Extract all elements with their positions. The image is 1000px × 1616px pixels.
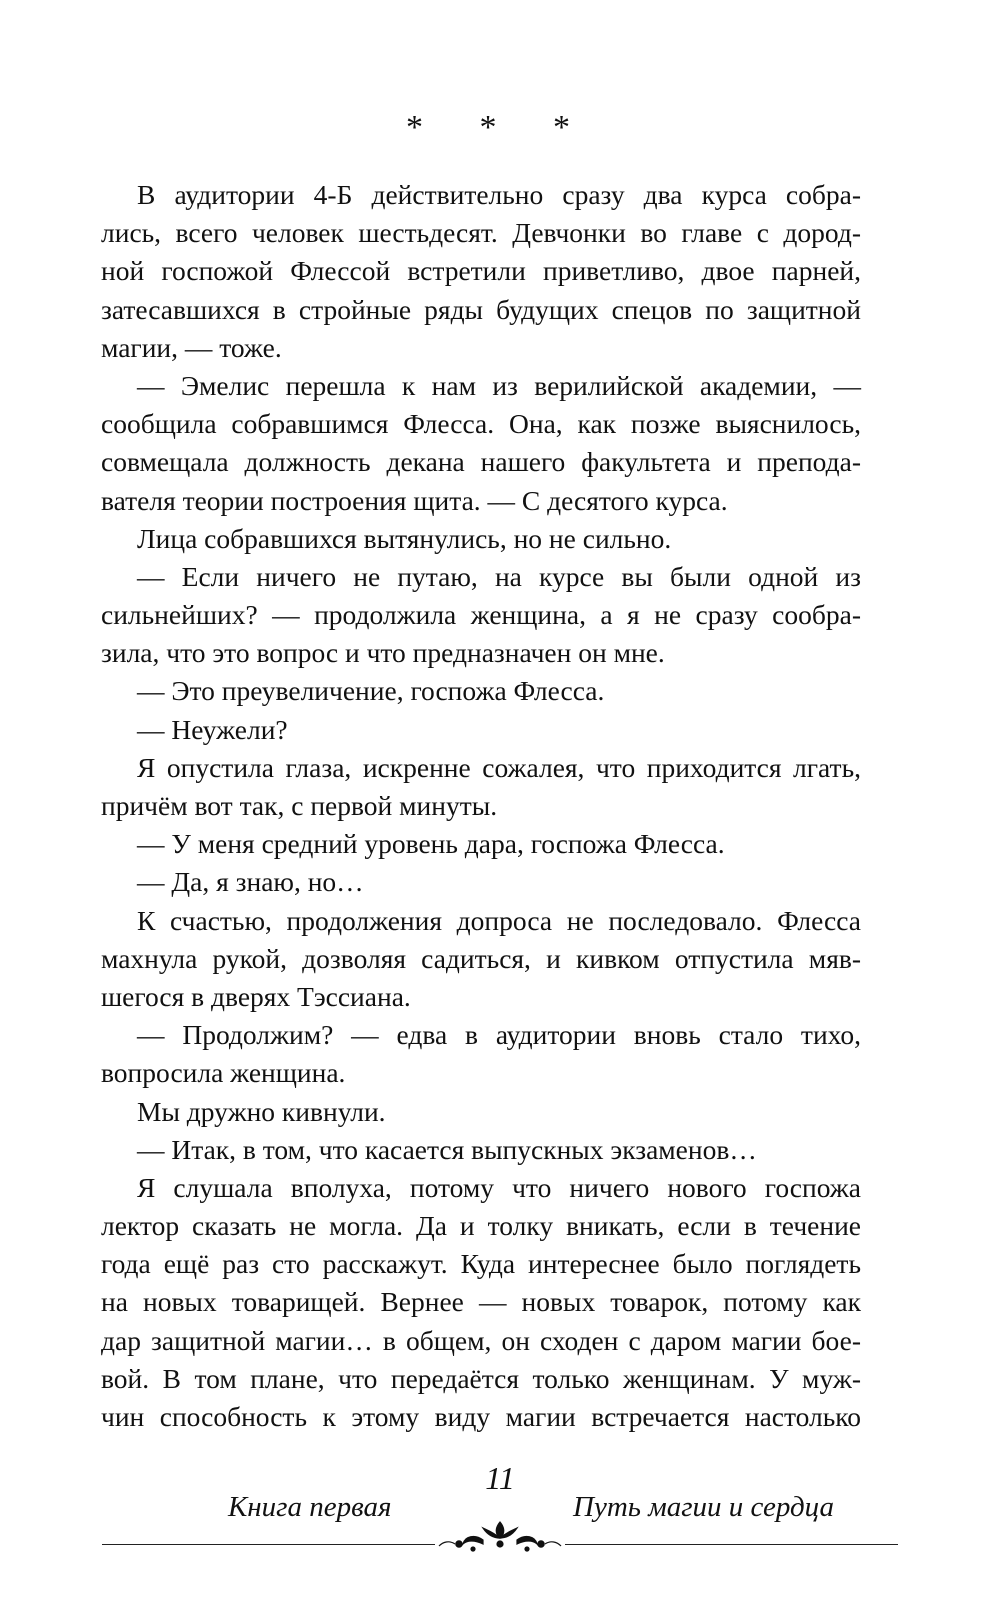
text-line: Мы дружно кивнули. xyxy=(137,1095,386,1127)
text-line: лись, всего человек шестьдесят. Девчонки во главе с дород- xyxy=(101,217,861,249)
text-line: — У меня средний уровень дара, госпожа Флесса. xyxy=(137,828,725,860)
section-separator: * * * xyxy=(406,109,594,146)
text-line: — Да, я знаю, но… xyxy=(137,866,364,898)
text-line: сильнейших? — продолжила женщина, а я не сразу сообра- xyxy=(101,599,861,631)
text-line: лектор сказать не могла. Да и толку вникать, если в течение xyxy=(101,1210,861,1242)
text-line: — Итак, в том, что касается выпускных экзаменов… xyxy=(137,1133,757,1165)
text-line: вопросила женщина. xyxy=(101,1057,346,1089)
text-line: чин способность к этому виду магии встречается настолько xyxy=(101,1401,861,1432)
text-line: сообщила собравшимся Флесса. Она, как позже выяснилось, xyxy=(101,408,861,440)
book-title-right: Путь магии и сердца xyxy=(573,1491,835,1523)
text-line: — Это преувеличение, госпожа Флесса. xyxy=(137,675,605,707)
text-line: шегося в дверях Тэссиана. xyxy=(101,980,411,1012)
text-line: совмещала должность декана нашего факультета и препода- xyxy=(101,446,861,478)
text-line: затесавшихся в стройные ряды будущих спецов по защитной xyxy=(101,293,861,325)
page-number: 11 xyxy=(485,1460,515,1496)
text-line: Я опустила глаза, искренне сожалея, что приходится лгать, xyxy=(137,751,861,783)
text-line: К счастью, продолжения допроса не последовало. Флесса xyxy=(137,904,861,936)
body-text xyxy=(101,176,861,1436)
text-line: Лица собравшихся вытянулись, но не сильно. xyxy=(137,522,672,554)
text-line: Я слушала вполуха, потому что ничего нового госпожа xyxy=(137,1171,861,1203)
text-line: вателя теории построения щита. — С десятого курса. xyxy=(101,484,728,516)
text-line: ной госпожой Флессой встретили приветливо, двое парней, xyxy=(101,255,861,287)
text-line: — Эмелис перешла к нам из верилийской академии, — xyxy=(137,369,861,401)
text-line: причём вот так, с первой минуты. xyxy=(101,790,498,821)
book-title-left: Книга первая xyxy=(228,1491,392,1523)
text-line: дар защитной магии… в общем, он сходен с даром магии бое- xyxy=(101,1324,861,1356)
text-line: — Продолжим? — едва в аудитории вновь стало тихо, xyxy=(137,1019,861,1051)
text-line: — Неужели? xyxy=(137,713,288,745)
text-line: года ещё раз сто расскажут. Куда интереснее было поглядеть xyxy=(101,1248,861,1280)
text-line: вой. В том плане, что передаётся только женщинам. У муж- xyxy=(101,1362,861,1394)
page-footer xyxy=(0,1460,1000,1580)
flourish-ornament-icon xyxy=(435,1516,565,1556)
text-line: — Если ничего не путаю, на курсе вы были одной из xyxy=(137,560,861,592)
text-line: В аудитории 4-Б действительно сразу два курса собра- xyxy=(137,179,861,210)
text-line: махнула рукой, дозволяя садиться, и кивком отпустила мяв- xyxy=(101,942,861,974)
text-line: на новых товарищей. Вернее — новых товарок, потому как xyxy=(101,1286,861,1318)
text-line: зила, что это вопрос и что предназначен он мне. xyxy=(101,637,665,669)
text-line: магии, — тоже. xyxy=(101,331,282,363)
